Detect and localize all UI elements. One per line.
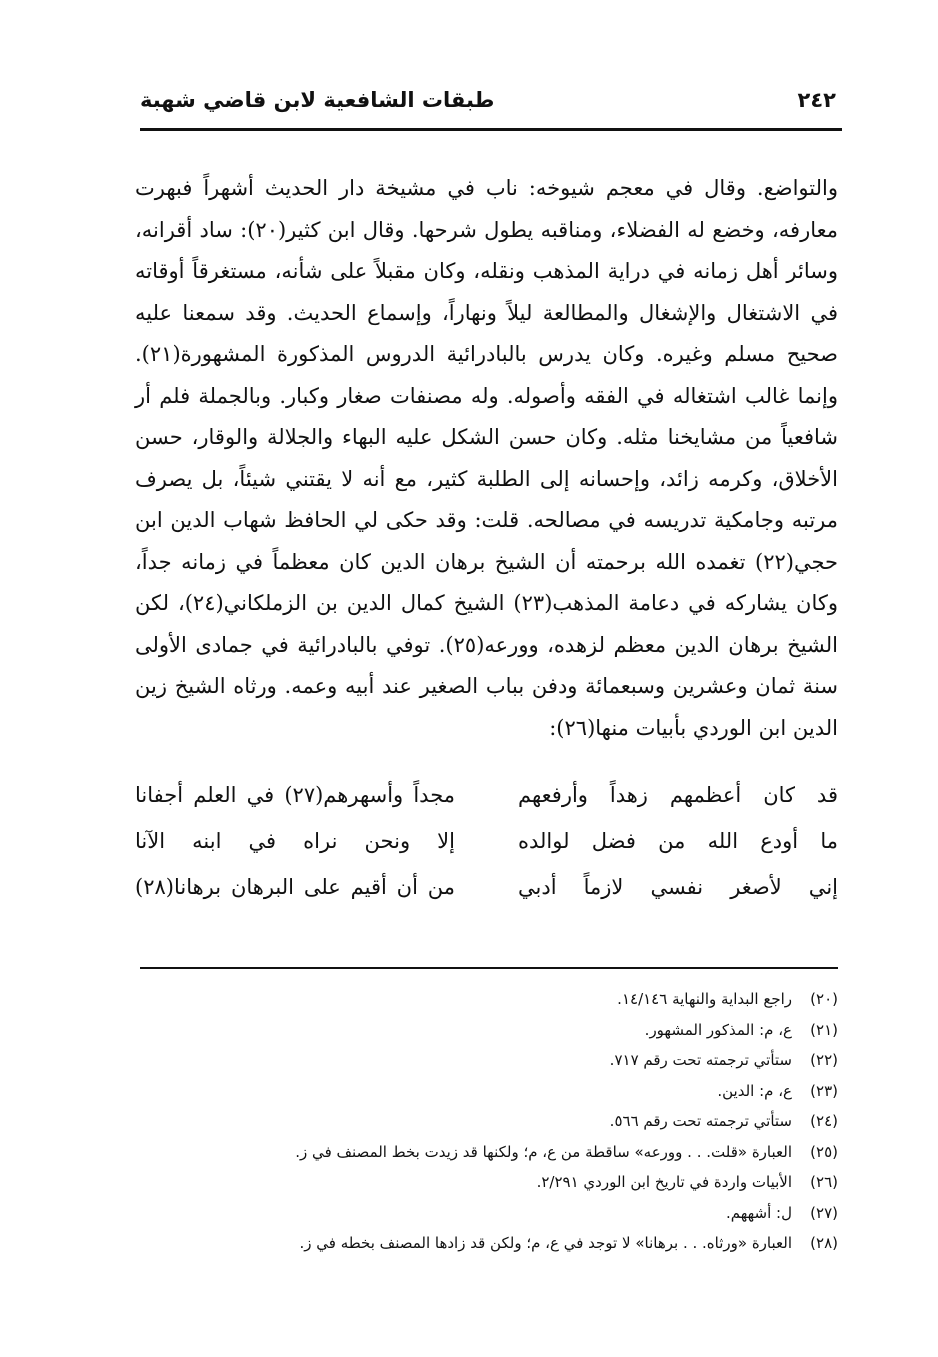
verse-first-hemistich: إني لأصغر نفسي لازماً أدبي — [518, 875, 838, 899]
footnote-number: (٢٧) — [810, 1203, 838, 1222]
verse-first-hemistich: قد كان أعظمهم زهداً وأرفعهم — [518, 783, 838, 807]
footnote-number: (٢٥) — [810, 1142, 838, 1161]
verse-first-hemistich: ما أودع الله من فضل لوالده — [518, 829, 838, 853]
verse-second-hemistich: إلا ونحن نراه في ابنه الآنا — [135, 829, 455, 853]
footnote — [140, 984, 838, 1015]
footnote-text: راجع البداية والنهاية ١٤/١٤٦. — [617, 990, 792, 1008]
verse-second-hemistich: من أن أقيم على البرهان برهانا(٢٨) — [135, 875, 455, 899]
footnote — [140, 1167, 838, 1198]
book-title: طبقات الشافعية لابن قاضي شهبة — [140, 88, 495, 112]
footnote-number: (٢٣) — [810, 1081, 838, 1100]
footnote-text: ستأتي ترجمته تحت رقم ٧١٧. — [609, 1051, 792, 1069]
footnote — [140, 1076, 838, 1107]
running-header — [140, 80, 836, 120]
footnote — [140, 1015, 838, 1046]
footnote-divider — [140, 967, 838, 969]
footnote-text: العبارة «قلت. . . وورعه» ساقطة من ع، م؛ ولكنها قد زيدت بخط المصنف في ز. — [295, 1142, 792, 1161]
footnote-number: (٢٢) — [810, 1051, 838, 1069]
footnotes — [140, 984, 838, 1259]
footnote-text: ل: أشههم. — [725, 1203, 792, 1222]
main-text — [135, 168, 838, 749]
verse-second-hemistich: مجداً وأسهرهم(٢٧) في العلم أجفانا — [135, 783, 455, 807]
verse-line — [135, 772, 838, 818]
footnote — [140, 1106, 838, 1137]
footnote — [140, 1137, 838, 1168]
verse-line — [135, 818, 838, 864]
header-divider — [140, 128, 842, 131]
body-paragraph: والتواضع. وقال في معجم شيوخه: ناب في مشيخة دار الحديث أشهراً فبهرت معارفه، وخضع له الفضلاء، ومناقبه يطول شرحها. وقال ابن كثير(٢٠): ساد أقرانه، وسائر أهل زمانه في دراية المذهب ونقله، وكان مقبلاً على شأنه، مستغرقاً أوقاته في الاشتغال والإشغال والمطالعة ليلاً ونهاراً، وإسماع الحديث. وقد سمعنا عليه صحيح مسلم وغيره. وكان يدرس بالبادرائية الدروس المذكورة المشهورة(٢١). وإنما غالب اشتغاله في الفقه وأصوله. وله مصنفات صغار وكبار. وبالجملة فلم أر شافعياً من مشايخنا مثله. وكان حسن الشكل عليه البهاء والجلالة والوقار، حسن الأخلاق، وكرمه زائد، وإحسانه إلى الطلبة كثير، مع أنه لا يقتني شيئاً، بل يصرف مرتبه وجامكية تدريسه في مصالحه. قلت: وقد حكى لي الحافظ شهاب الدين ابن حجي(٢٢) تغمده الله برحمته أن الشيخ برهان الدين كان معظماً في زمانه جداً، وكان يشاركه في دعامة المذهب(٢٣) الشيخ كمال الدين بن الزملكاني(٢٤)، لكن الشيخ برهان الدين معظم لزهده، وورعه(٢٥). توفي بالبادرائية في جمادى الأولى سنة ثمان وعشرين وسبعمائة ودفن بباب الصغير عند أبيه وعمه. ورثاه الشيخ زين الدين ابن الوردي بأبيات منها(٢٦): — [135, 176, 839, 740]
footnote — [140, 1198, 838, 1229]
page-number: ٢٤٢ — [797, 88, 836, 112]
footnote-text: ع، م: المذكور المشهور. — [644, 1020, 792, 1039]
footnote-text: ستأتي ترجمته تحت رقم ٥٦٦. — [609, 1112, 792, 1130]
footnote — [140, 1228, 838, 1259]
footnote-text: ع، م: الدين. — [717, 1081, 792, 1100]
footnote-number: (٢٦) — [810, 1173, 838, 1191]
footnote-number: (٢٤) — [810, 1112, 838, 1130]
footnote-number: (٢٠) — [810, 990, 838, 1008]
poem-verses — [135, 772, 838, 910]
footnote — [140, 1045, 838, 1076]
footnote-number: (٢٨) — [810, 1234, 838, 1252]
footnote-number: (٢١) — [810, 1020, 838, 1039]
footnote-text: العبارة «ورثاه. . . برهانا» لا توجد في ع، م؛ ولكن قد زادها المصنف بخطه في ز. — [299, 1234, 792, 1252]
verse-line — [135, 864, 838, 910]
footnote-text: الأبيات واردة في تاريخ ابن الوردي ٢/٢٩١. — [536, 1173, 792, 1191]
